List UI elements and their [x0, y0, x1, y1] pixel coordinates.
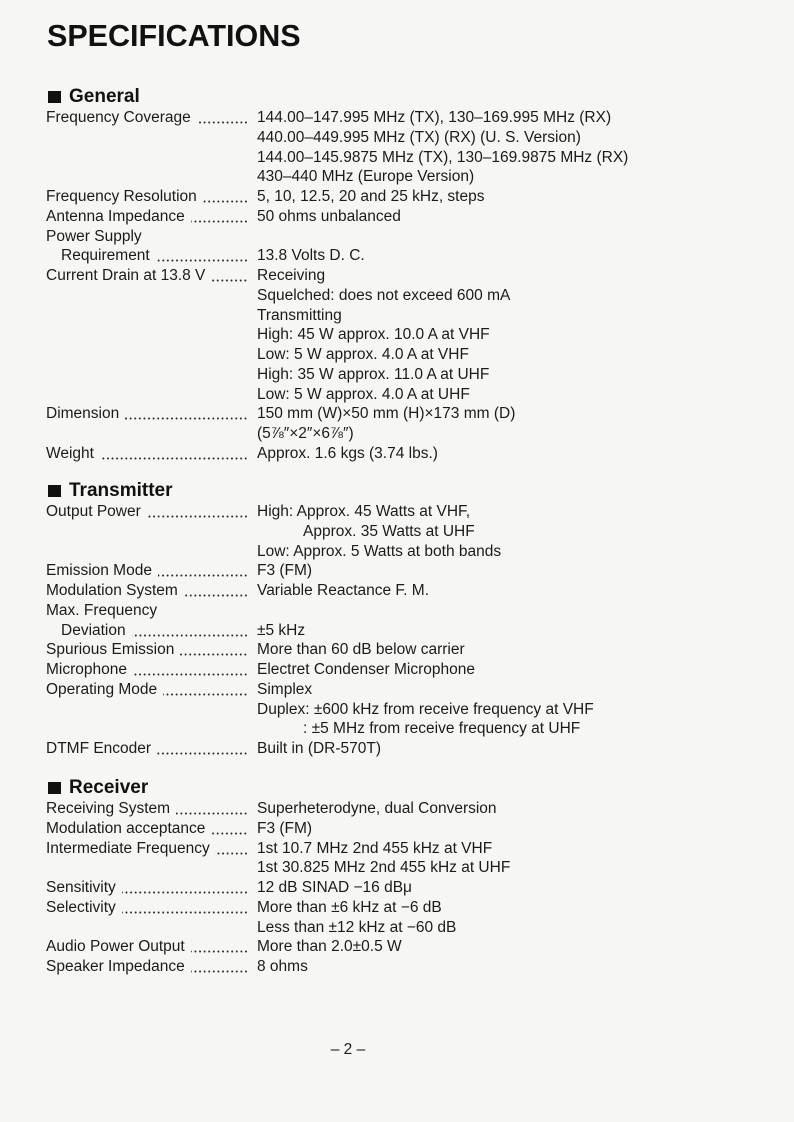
dot-leader — [122, 878, 248, 898]
spec-label: Microphone — [46, 661, 127, 678]
spec-row-frequency-coverage — [46, 108, 746, 128]
spec-label-cell — [46, 878, 257, 898]
spec-row-continuation — [46, 522, 746, 542]
section-heading-text: Receiver — [69, 777, 149, 798]
section-heading — [46, 86, 746, 108]
spec-label-cell — [46, 621, 257, 641]
section-heading — [46, 480, 746, 502]
spec-label: Sensitivity — [46, 879, 116, 896]
spec-label-cell — [46, 207, 257, 227]
spec-label-cell — [46, 819, 257, 839]
spec-label-cell — [46, 502, 257, 522]
spec-label-cell — [46, 937, 257, 957]
spec-row-continuation — [46, 345, 746, 365]
dot-leader — [191, 937, 248, 957]
section-heading — [46, 777, 746, 799]
dot-leader — [163, 680, 248, 700]
spec-value: 1st 10.7 MHz 2nd 455 kHz at VHF — [257, 839, 493, 857]
spec-row-audio-power-output — [46, 937, 746, 957]
page-number: – 2 – — [330, 1041, 366, 1058]
spec-value: Simplex — [257, 680, 313, 698]
spec-row-continuation — [46, 700, 746, 720]
spec-value: Low: 5 W approx. 4.0 A at VHF — [257, 346, 469, 363]
dot-leader — [203, 187, 248, 207]
spec-value: Squelched: does not exceed 600 mA — [257, 286, 511, 304]
spec-row-continuation — [46, 286, 746, 306]
spec-value: Approx. 35 Watts at UHF — [303, 522, 475, 540]
spec-label: Receiving System — [46, 800, 171, 817]
spec-row-continuation — [46, 128, 746, 148]
spec-value: Duplex: ±600 kHz from receive frequency at VHF — [257, 700, 594, 718]
spec-label: Modulation acceptance — [46, 819, 206, 837]
spec-label-cell — [46, 266, 257, 286]
spec-label: Dimension — [46, 405, 120, 423]
spec-label: Selectivity — [46, 898, 116, 916]
spec-value: 440.00–449.995 MHz (TX) (RX) (U. S. Version) — [257, 128, 581, 146]
section-transmitter — [46, 480, 746, 759]
spec-row-output-power — [46, 502, 746, 522]
spec-value: 12 dB SINAD −16 dBμ — [257, 879, 412, 896]
spec-row-continuation — [46, 167, 746, 187]
spec-value: F3 (FM) — [257, 819, 313, 837]
section-general — [46, 86, 746, 464]
spec-label-cell — [46, 898, 257, 918]
spec-row-selectivity — [46, 898, 746, 918]
spec-value: Low: 5 W approx. 4.0 A at UHF — [257, 385, 470, 403]
page-title: SPECIFICATIONS — [47, 19, 301, 53]
spec-label: Frequency Coverage — [46, 109, 191, 126]
spec-value: 150 mm (W)×50 mm (H)×173 mm (D) — [257, 405, 516, 423]
spec-row-dimension — [46, 404, 746, 424]
spec-value: High: 45 W approx. 10.0 A at VHF — [257, 326, 490, 344]
spec-label: Emission Mode — [46, 562, 152, 580]
spec-value: 144.00–147.995 MHz (TX), 130–169.995 MHz (RX) — [257, 109, 612, 126]
spec-row-weight — [46, 444, 746, 464]
spec-label-cell — [46, 839, 257, 859]
spec-label: DTMF Encoder — [46, 740, 152, 757]
spec-value: 13.8 Volts D. C. — [257, 247, 365, 265]
spec-label-cell — [46, 246, 257, 266]
spec-row-max-frequency-deviation — [46, 621, 746, 641]
spec-row-emission-mode — [46, 561, 746, 581]
spec-label-cell — [46, 187, 257, 207]
spec-value: 1st 30.825 MHz 2nd 455 kHz at UHF — [257, 859, 511, 877]
spec-row-continuation — [46, 858, 746, 878]
spec-row-power-supply — [46, 227, 746, 247]
dot-leader — [158, 561, 248, 581]
square-bullet-icon — [48, 782, 61, 794]
spec-row-operating-mode — [46, 680, 746, 700]
spec-row-sensitivity — [46, 878, 746, 898]
dot-leader — [211, 819, 248, 839]
spec-value: : ±5 MHz from receive frequency at UHF — [303, 720, 581, 738]
section-heading-text: General — [69, 86, 140, 107]
dot-leader — [180, 640, 248, 660]
spec-value: High: Approx. 45 Watts at VHF, — [257, 503, 471, 520]
spec-label: Max. Frequency — [46, 601, 158, 619]
spec-label-cell — [46, 957, 257, 977]
spec-label-cell — [46, 680, 257, 700]
spec-row-continuation — [46, 365, 746, 385]
spec-label: Audio Power Output — [46, 938, 185, 956]
dot-leader — [216, 839, 248, 859]
spec-row-continuation — [46, 385, 746, 405]
spec-row-frequency-resolution — [46, 187, 746, 207]
spec-label: Weight — [46, 444, 94, 462]
spec-value: High: 35 W approx. 11.0 A at UHF — [257, 365, 490, 383]
spec-value: 144.00–145.9875 MHz (TX), 130–169.9875 MHz (RX) — [257, 148, 629, 166]
section-heading-text: Transmitter — [69, 480, 173, 501]
spec-value: More than 60 dB below carrier — [257, 641, 465, 659]
section-receiver — [46, 777, 746, 977]
spec-row-current-drain — [46, 266, 746, 286]
spec-label-cell — [46, 444, 257, 464]
spec-value: 430–440 MHz (Europe Version) — [257, 168, 475, 186]
spec-row-continuation — [46, 719, 746, 739]
spec-value: Superheterodyne, dual Conversion — [257, 800, 497, 817]
spec-value: Less than ±12 kHz at −60 dB — [257, 918, 457, 936]
dot-leader — [125, 404, 248, 424]
dot-leader — [147, 502, 248, 522]
spec-label-cell — [46, 799, 257, 819]
spec-value: Built in (DR-570T) — [257, 740, 382, 757]
spec-label-cell — [46, 660, 257, 680]
spec-row-continuation — [46, 542, 746, 562]
spec-value: Approx. 1.6 kgs (3.74 lbs.) — [257, 444, 438, 462]
spec-row-intermediate-frequency — [46, 839, 746, 859]
spec-value: More than ±6 kHz at −6 dB — [257, 898, 442, 916]
dot-leader — [176, 799, 248, 819]
spec-value: 5, 10, 12.5, 20 and 25 kHz, steps — [257, 188, 485, 205]
dot-leader — [132, 621, 248, 641]
spec-value: 8 ohms — [257, 958, 308, 975]
spec-row-power-supply-requirement — [46, 246, 746, 266]
spec-value: Electret Condenser Microphone — [257, 661, 475, 678]
spec-row-spurious-emission — [46, 640, 746, 660]
spec-label-cell — [46, 561, 257, 581]
spec-label: Antenna Impedance — [46, 207, 185, 225]
spec-value: ±5 kHz — [257, 621, 306, 639]
dot-leader — [211, 266, 248, 286]
dot-leader — [191, 207, 248, 227]
spec-value: F3 (FM) — [257, 562, 313, 580]
spec-label-cell — [46, 227, 257, 247]
spec-row-modulation-acceptance — [46, 819, 746, 839]
spec-value: Transmitting — [257, 306, 342, 324]
spec-row-speaker-impedance — [46, 957, 746, 977]
dot-leader — [197, 108, 248, 128]
spec-label: Power Supply — [46, 227, 142, 245]
spec-row-continuation — [46, 306, 746, 326]
spec-value: Variable Reactance F. M. — [257, 582, 430, 599]
spec-row-continuation — [46, 148, 746, 168]
spec-row-dtmf-encoder — [46, 739, 746, 759]
square-bullet-icon — [48, 485, 61, 497]
spec-row-continuation — [46, 424, 746, 444]
dot-leader — [157, 739, 248, 759]
spec-label-cell — [46, 404, 257, 424]
spec-value: Low: Approx. 5 Watts at both bands — [257, 542, 502, 560]
dot-leader — [122, 898, 248, 918]
spec-label-cell — [46, 581, 257, 601]
dot-leader — [133, 660, 248, 680]
spec-row-receiving-system — [46, 799, 746, 819]
dot-leader — [100, 444, 248, 464]
spec-row-max-frequency — [46, 601, 746, 621]
spec-value: 50 ohms unbalanced — [257, 207, 401, 225]
spec-value: Receiving — [257, 267, 326, 284]
spec-label: Frequency Resolution — [46, 188, 197, 205]
spec-row-microphone — [46, 660, 746, 680]
spec-label: Operating Mode — [46, 680, 158, 698]
spec-row-modulation-system — [46, 581, 746, 601]
spec-row-antenna-impedance — [46, 207, 746, 227]
spec-value: More than 2.0±0.5 W — [257, 938, 402, 956]
spec-label: Intermediate Frequency — [46, 839, 210, 857]
spec-row-continuation — [46, 918, 746, 938]
spec-sublabel: Requirement — [61, 247, 150, 265]
dot-leader — [191, 957, 248, 977]
spec-label: Spurious Emission — [46, 641, 175, 659]
dot-leader — [184, 581, 248, 601]
spec-value: (5⅞″×2″×6⅞″) — [257, 425, 354, 442]
spec-label-cell — [46, 108, 257, 128]
spec-row-continuation — [46, 325, 746, 345]
dot-leader — [156, 246, 248, 266]
spec-label-cell — [46, 739, 257, 759]
spec-label: Speaker Impedance — [46, 958, 185, 975]
spec-label: Current Drain at 13.8 V — [46, 267, 206, 284]
square-bullet-icon — [48, 91, 61, 103]
spec-label: Output Power — [46, 503, 141, 520]
spec-label: Modulation System — [46, 582, 178, 599]
spec-sublabel: Deviation — [61, 621, 126, 639]
spec-label-cell — [46, 601, 257, 621]
spec-label-cell — [46, 640, 257, 660]
